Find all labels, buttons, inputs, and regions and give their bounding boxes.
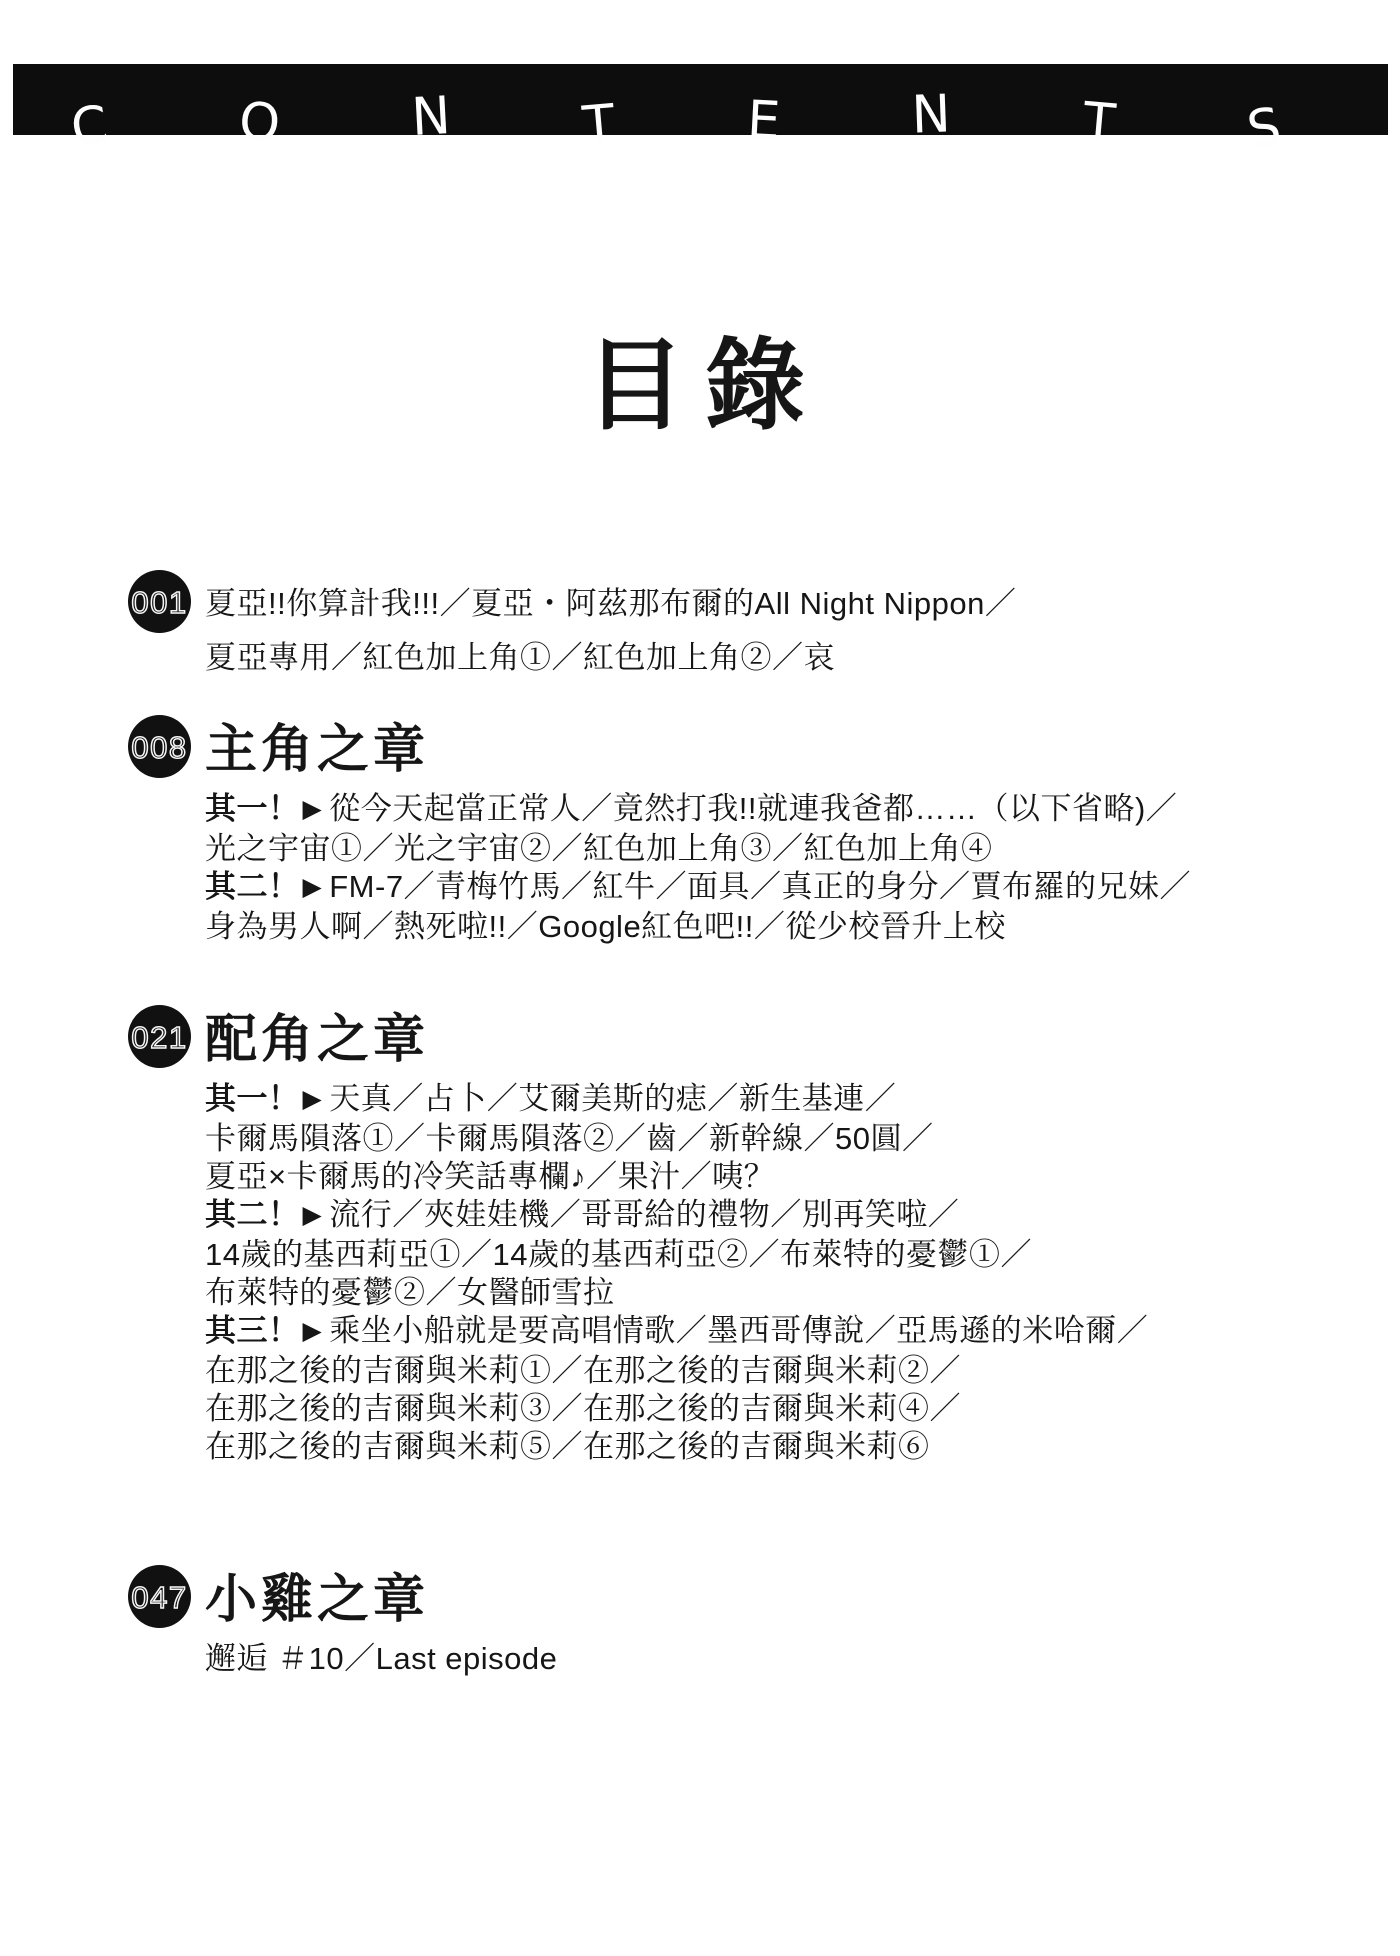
section-heading: 主角之章 [205,721,430,779]
page-number: 021 [131,1020,188,1055]
section-content [205,1560,1400,1678]
line-text: 在那之後的吉爾與米莉①／在那之後的吉爾與米莉②／ [205,1353,961,1388]
page-number-badge [127,1564,192,1629]
page-number-badge [127,569,192,634]
banner-letter: S [1243,96,1286,162]
toc-section-008 [0,710,1400,946]
line-text: 卡爾馬隕落①／卡爾馬隕落②／齒／新幹線／50圓／ [205,1121,934,1156]
toc-line [205,1352,1400,1390]
line-text: 乘坐小船就是要高唱情歌／墨西哥傳說／亞馬遜的米哈爾／ [329,1313,1149,1348]
line-prefix: 其三！ [205,1313,300,1348]
page-number: 001 [131,585,188,620]
banner-letter: N [910,84,952,146]
toc-section-047 [0,1560,1400,1678]
banner-letter: N [410,86,453,148]
toc-section-001 [0,565,1400,685]
banner-letter: T [1080,91,1118,155]
line-text: 夏亞!!你算計我!!!／夏亞・阿茲那布爾的All Night Nippon／ [205,586,1017,621]
banner-letter: T [580,93,618,157]
line-text: 布萊特的憂鬱②／女醫師雪拉 [205,1275,615,1310]
toc-line [205,908,1400,946]
arrow-right-icon: ▶ [302,1085,323,1113]
toc-line [205,868,1400,908]
page-number: 008 [131,730,188,765]
line-prefix: 其二！ [205,1197,300,1232]
toc-line [205,577,1400,631]
line-text: 光之宇宙①／光之宇宙②／紅色加上角③／紅色加上角④ [205,831,993,866]
arrow-right-icon: ▶ [302,1201,323,1229]
section-content [205,1000,1400,1466]
line-text: 在那之後的吉爾與米莉③／在那之後的吉爾與米莉④／ [205,1391,961,1426]
toc-line [205,1120,1400,1158]
section-content [205,710,1400,946]
arrow-right-icon: ▶ [302,873,323,901]
line-prefix: 其一！ [205,791,300,826]
toc-line [205,1274,1400,1312]
page-number-badge [127,714,192,779]
line-prefix: 其一！ [205,1081,300,1116]
toc-line [205,1236,1400,1274]
line-text: 夏亞×卡爾馬的冷笑話專欄♪／果汁／咦？ [205,1159,776,1194]
toc-line [205,1640,1400,1678]
line-text: FM-7／青梅竹馬／紅牛／面具／真正的身分／賈布羅的兄妹／ [329,869,1192,904]
line-text: 身為男人啊／熱死啦!!／Google紅色吧!!／從少校晉升上校 [205,909,1006,944]
toc-section-021 [0,1000,1400,1466]
line-text: 邂逅 ＃10／Last episode [205,1641,558,1676]
line-text: 在那之後的吉爾與米莉⑤／在那之後的吉爾與米莉⑥ [205,1429,930,1464]
line-text: 從今天起當正常人／竟然打我!!就連我爸都……（以下省略)／ [329,791,1178,826]
page-title: 目錄 [585,330,825,442]
toc-line [205,1428,1400,1466]
toc-line [205,1080,1400,1120]
toc-line [205,790,1400,830]
line-text: 夏亞專用／紅色加上角①／紅色加上角②／哀 [205,640,835,675]
arrow-right-icon: ▶ [302,1317,323,1345]
toc-line [205,1390,1400,1428]
section-heading: 配角之章 [205,1011,430,1069]
toc-line [205,1158,1400,1196]
arrow-right-icon: ▶ [302,795,323,823]
line-prefix: 其二！ [205,869,300,904]
section-heading: 小雞之章 [205,1571,430,1629]
page-number: 047 [131,1580,188,1615]
banner-letters [67,64,1286,162]
banner-letter: O [237,91,283,155]
toc-line [205,1196,1400,1236]
line-text: 14歲的基西莉亞①／14歲的基西莉亞②／布萊特的憂鬱①／ [205,1237,1032,1272]
toc-line [205,631,1400,685]
toc-line [205,1312,1400,1352]
line-text: 天真／占卜／艾爾美斯的痣／新生基連／ [329,1081,897,1116]
page-number-badge [127,1004,192,1069]
contents-banner [13,64,1388,162]
section-content [205,565,1400,685]
line-text: 流行／夾娃娃機／哥哥給的禮物／別再笑啦／ [329,1197,960,1232]
banner-letter: C [67,94,112,160]
toc-line [205,830,1400,868]
banner-letter: E [745,90,782,152]
